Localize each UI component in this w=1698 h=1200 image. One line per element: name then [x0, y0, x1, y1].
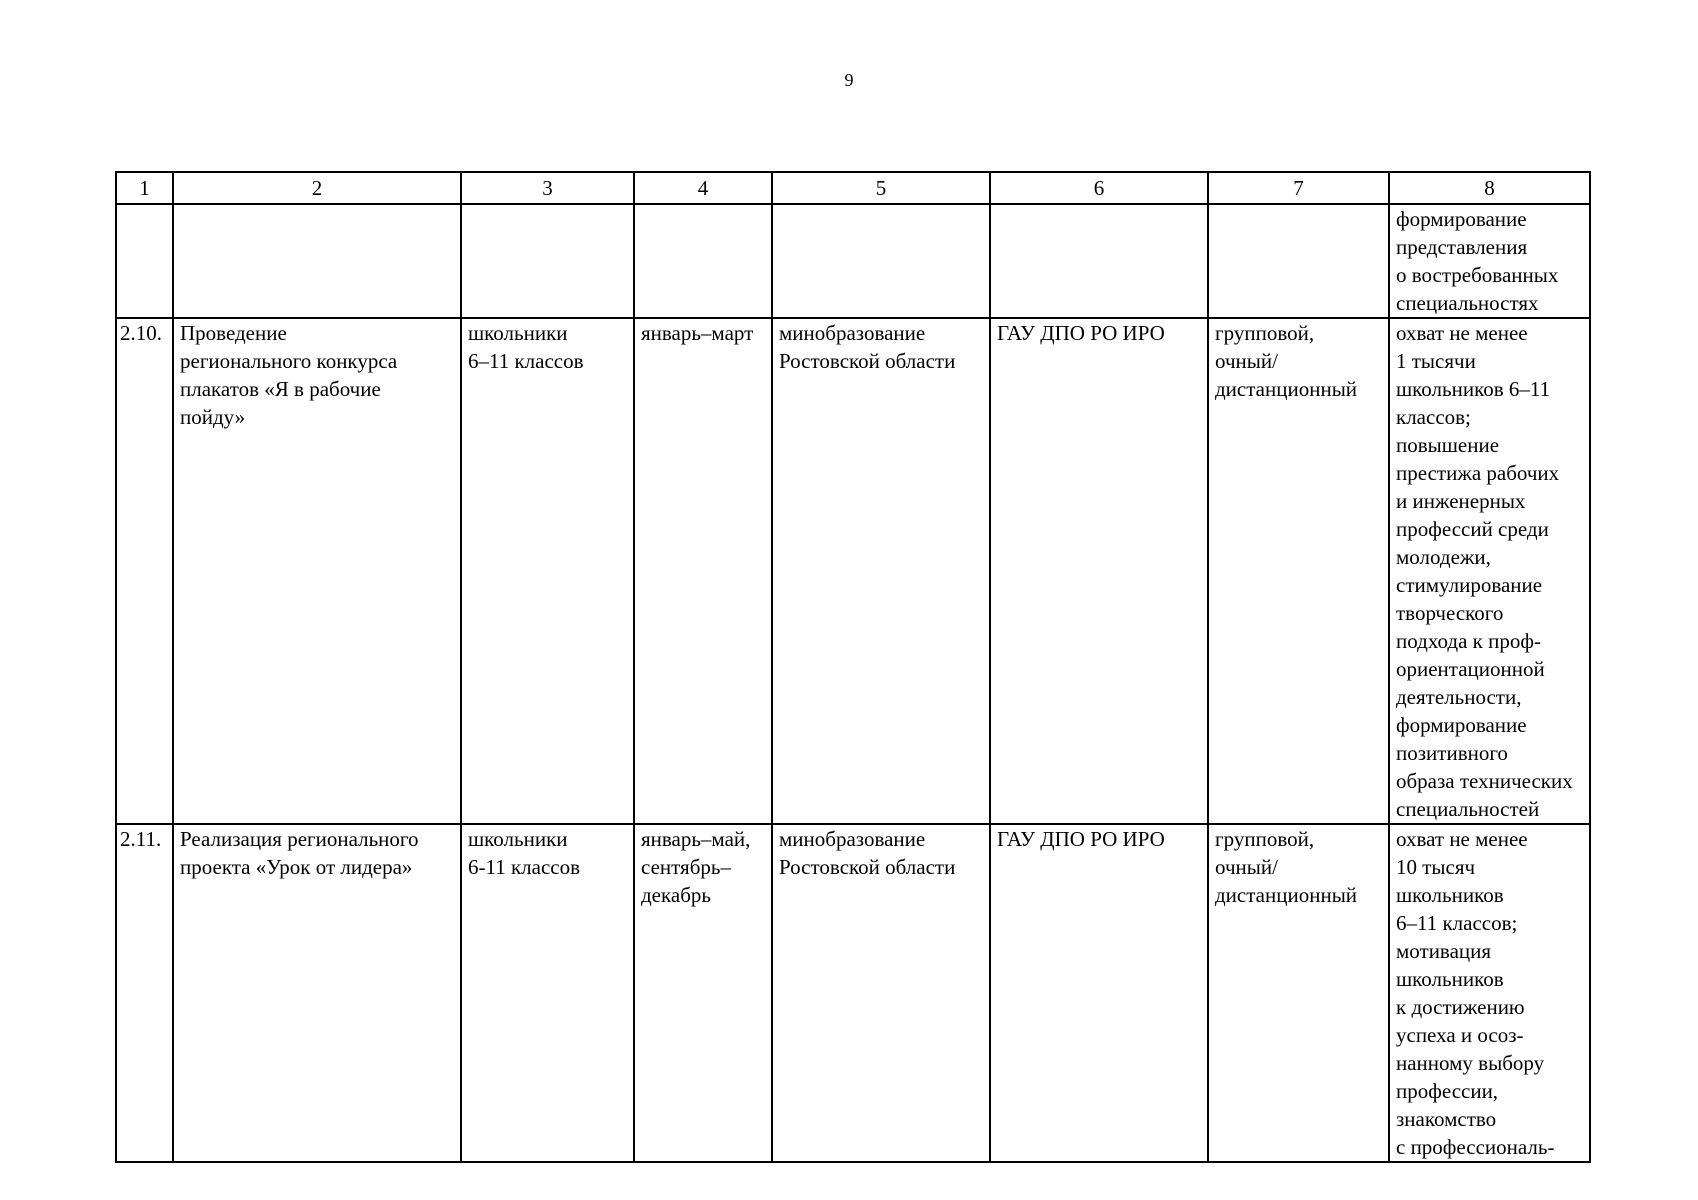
executor-cell: [990, 318, 1208, 824]
cell-text-line: к достижению: [1396, 995, 1525, 1019]
table-row: [116, 318, 1590, 824]
event-cell: [173, 204, 461, 318]
cell-text-line: классов;: [1396, 405, 1471, 429]
cell-text-line: школьники: [468, 321, 568, 345]
result-cell: [1389, 824, 1590, 1162]
cell-text-line: профессий среди: [1396, 517, 1549, 541]
cell-text-line: 10 тысяч: [1396, 855, 1476, 879]
result-cell: [1389, 318, 1590, 824]
cell-text-line: проекта «Урок от лидера»: [180, 855, 413, 879]
cell-text-line: школьников: [1396, 883, 1504, 907]
cell-text-line: творческого: [1396, 601, 1504, 625]
participants-cell: [461, 318, 634, 824]
cell-text-line: 6-11 классов: [468, 855, 581, 879]
result-cell: [1389, 204, 1590, 318]
format-cell: [1208, 318, 1389, 824]
cell-text-line: охват не менее: [1396, 827, 1528, 851]
cell-text-line: Проведение: [180, 321, 287, 345]
cell-text-line: профессии,: [1396, 1079, 1499, 1103]
cell-text-line: подхода к проф-: [1396, 629, 1541, 653]
header-row: [116, 172, 1590, 204]
cell-text-line: школьники: [468, 827, 568, 851]
row-number-cell: 2.11.: [116, 824, 173, 1162]
cell-text-line: минобразование: [779, 321, 926, 345]
cell-text-line: престижа рабочих: [1396, 461, 1560, 485]
cell-text-line: сентябрь–: [641, 855, 731, 879]
column-header: 1: [116, 172, 173, 204]
event-cell: [173, 318, 461, 824]
cell-text-line: нанному выбору: [1396, 1051, 1545, 1075]
column-header: 6: [990, 172, 1208, 204]
cell-text-line: повышение: [1396, 433, 1500, 457]
cell-text-line: охват не менее: [1396, 321, 1528, 345]
cell-text-line: формирование: [1396, 713, 1527, 737]
cell-text-line: 1 тысячи: [1396, 349, 1476, 373]
cell-text-line: ГАУ ДПО РО ИРО: [997, 321, 1165, 345]
cell-text-line: представления: [1396, 235, 1528, 259]
row-number-cell: 2.10.: [116, 318, 173, 824]
cell-text-line: ориентационной: [1396, 657, 1545, 681]
cell-text-line: плакатов «Я в рабочие: [180, 377, 381, 401]
column-header: 2: [173, 172, 461, 204]
cell-text-line: минобразование: [779, 827, 926, 851]
cell-text-line: Ростовской области: [779, 855, 956, 879]
column-header: 8: [1389, 172, 1590, 204]
column-header: 4: [634, 172, 772, 204]
cell-text-line: специальностей: [1396, 797, 1540, 821]
table-row: [116, 824, 1590, 1162]
cell-text-line: и инженерных: [1396, 489, 1526, 513]
cell-text-line: с профессиональ-: [1396, 1135, 1555, 1159]
cell-text-line: групповой,: [1215, 827, 1315, 851]
cell-text-line: знакомство: [1396, 1107, 1497, 1131]
cell-text-line: молодежи,: [1396, 545, 1491, 569]
cell-text-line: ГАУ ДПО РО ИРО: [997, 827, 1165, 851]
responsible-cell: [772, 824, 990, 1162]
cell-text-line: о востребованных: [1396, 263, 1559, 287]
cell-text-line: школьников 6–11: [1396, 377, 1551, 401]
period-cell: [634, 318, 772, 824]
executor-cell: [990, 204, 1208, 318]
cell-text-line: дистанционный: [1215, 377, 1358, 401]
format-cell: [1208, 824, 1389, 1162]
cell-text-line: дистанционный: [1215, 883, 1358, 907]
participants-cell: [461, 204, 634, 318]
row-number-cell: [116, 204, 173, 318]
cell-text-line: 6–11 классов: [468, 349, 584, 373]
cell-text-line: регионального конкурса: [180, 349, 398, 373]
column-header: 7: [1208, 172, 1389, 204]
cell-text-line: стимулирование: [1396, 573, 1543, 597]
cell-text-line: очный/: [1215, 855, 1278, 879]
responsible-cell: [772, 318, 990, 824]
period-cell: [634, 824, 772, 1162]
plan-table: [115, 171, 1591, 1163]
responsible-cell: [772, 204, 990, 318]
executor-cell: [990, 824, 1208, 1162]
cell-text-line: формирование: [1396, 207, 1527, 231]
cell-text-line: позитивного: [1396, 741, 1508, 765]
participants-cell: [461, 824, 634, 1162]
format-cell: [1208, 204, 1389, 318]
column-header: 5: [772, 172, 990, 204]
cell-text-line: январь–март: [641, 321, 754, 345]
cell-text-line: 6–11 классов;: [1396, 911, 1518, 935]
page-number: 9: [844, 70, 854, 90]
cell-text-line: специальностях: [1396, 291, 1539, 315]
cell-text-line: школьников: [1396, 967, 1504, 991]
event-cell: [173, 824, 461, 1162]
column-header: 3: [461, 172, 634, 204]
cell-text-line: групповой,: [1215, 321, 1315, 345]
cell-text-line: декабрь: [641, 883, 711, 907]
cell-text-line: деятельности,: [1396, 685, 1522, 709]
cell-text-line: очный/: [1215, 349, 1278, 373]
cell-text-line: пойду»: [180, 405, 246, 429]
table-row: [116, 204, 1590, 318]
cell-text-line: успеха и осоз-: [1396, 1023, 1524, 1047]
cell-text-line: образа технических: [1396, 769, 1573, 793]
period-cell: [634, 204, 772, 318]
cell-text-line: Ростовской области: [779, 349, 956, 373]
cell-text-line: Реализация регионального: [180, 827, 419, 851]
cell-text-line: мотивация: [1396, 939, 1492, 963]
cell-text-line: январь–май,: [641, 827, 751, 851]
